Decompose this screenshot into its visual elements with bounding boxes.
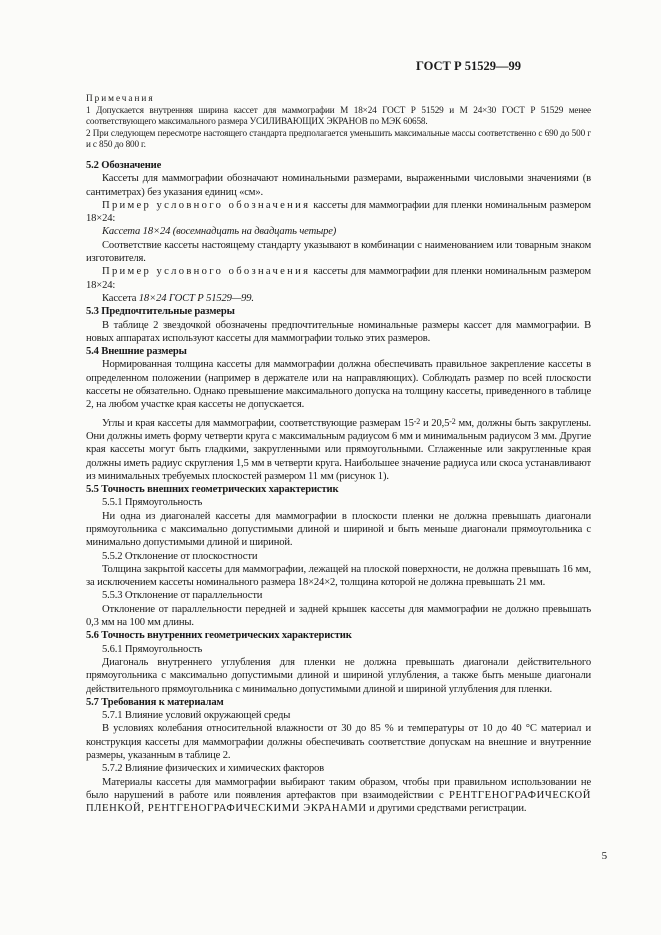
section-5-4-paragraph-2	[86, 415, 591, 483]
example-2-text: кассеты для маммографии для пленки номинальным размером 18×24:	[86, 266, 591, 291]
section-5-5-1-paragraph: Ни одна из диагоналей кассеты для маммографии в плоскости пленки не должна превышать диагонали прямоугольника с максимально допустимыми длиной и шириной и быть меньше диагонали прямоугольника с минимально допустимыми длиной и шириной.	[86, 510, 591, 549]
note-2: 2 При следующем пересмотре настоящего стандарта предполагается уменьшить максимальные массы соответственно с 690 до 500 г и с 850 до 800 г.	[86, 127, 591, 150]
section-5-2-paragraph-1: Кассеты для маммографии обозначают номинальными размерами, выраженными числовыми значениями (в сантиметрах) без указания единиц «см».	[86, 173, 591, 198]
p2-end: мм, должны быть закруглены. Они должны иметь форму четверти круга с максимальным радиусом 6 мм и минимальным радиусом 3 мм. Другие края кассеты могут быть гладкими, закругленными или прямоугольными. Сглаженные или закругленные края должны иметь радиус скругления 1,5 мм в четверти круга. Наибольшее значение радиуса или скоса устанавливают из минимальных требуемых плоскостей размером 11 мм (рисунок 1).	[86, 417, 591, 482]
section-5-3-heading: 5.3 Предпочтительные размеры	[86, 306, 235, 318]
section-5-5-heading: 5.5 Точность внешних геометрических характеристик	[86, 484, 339, 496]
section-5-7-1-heading: 5.7.1 Влияние условий окружающей среды	[102, 710, 291, 722]
p2-and: и	[420, 417, 432, 429]
section-5-5-2-heading: 5.5.2 Отклонение от плоскостности	[102, 550, 258, 562]
section-5-5-1-heading: 5.5.1 Прямоугольность	[102, 497, 203, 509]
p2-start: Углы и края кассеты для маммографии, соответствующие размерам	[102, 417, 404, 429]
example-1	[86, 199, 591, 226]
section-5-6-1-heading: 5.6.1 Прямоугольность	[102, 643, 203, 655]
dimension-2-tolerance: -2	[449, 416, 456, 426]
notes-block	[86, 93, 591, 151]
standard-header: ГОСТ Р 51529—99	[415, 59, 521, 73]
dimension-1-tolerance: -2	[413, 416, 421, 426]
section-5-7-heading: 5.7 Требования к материалам	[86, 696, 224, 708]
p-materials-caps: РЕНТГЕНОГРАФИЧЕСКОЙ ПЛЕНКОЙ, РЕНТГЕНОГРАФИЧЕСКИМИ ЭКРАНАМИ	[86, 789, 591, 815]
example-2-designation: 18×24 ГОСТ Р 51529—99.	[138, 292, 254, 304]
section-5-2-paragraph-2: Соответствие кассеты настоящему стандарту указывают в комбинации с наименованием или товарным знаком изготовителя.	[86, 239, 591, 265]
p-materials-start: Материалы кассеты для маммографии выбирают таким образом, чтобы при правильном использовании не было нарушений в работе или появления артефактов при взаимодействии с	[86, 776, 591, 801]
example-1-value: Кассета 18×24 (восемнадцать на двадцать четыре)	[102, 226, 337, 238]
p-materials-end: и другими средствами регистрации.	[366, 803, 527, 815]
section-5-7-1-paragraph: В условиях колебания относительной влажности от 30 до 85 % и температуры от 10 до 40 °С материал и конструкция кассеты для маммографии должны обеспечивать соответствие допускам на внешние и внутренние размеры, указанным в таблице 2.	[86, 723, 591, 762]
dimension-2: 20,5	[431, 417, 450, 429]
section-5-6-1-paragraph: Диагональ внутреннего углубления для пленки не должна превышать диагонали действительного прямоугольника с максимально допустимыми длиной и шириной углубления, а также быть меньше диагонали действительного прямоугольника с минимально допустимыми длиной и шириной углубления для пленки.	[86, 656, 591, 695]
example-1-label: Пример условного обозначения	[102, 199, 311, 211]
example-2-value	[86, 292, 591, 305]
section-5-6-heading: 5.6 Точность внутренних геометрических характеристик	[86, 630, 352, 642]
section-5-4-paragraph-1: Нормированная толщина кассеты для маммографии должна обеспечивать правильное закрепление кассеты в определенном положении (например в держателе или на направляющих). Соблюдать размер по всей плоскости кассеты не обязательно. Однако превышение максимального допуска на толщину кассеты, приведенного в таблице 2, на любом участке края кассеты не допускается.	[86, 359, 591, 411]
section-5-2-heading: 5.2 Обозначение	[86, 159, 162, 171]
notes-title: Примечания	[86, 93, 155, 103]
page-number: 5	[601, 850, 607, 862]
example-2-prefix: Кассета	[102, 292, 139, 304]
document-page	[86, 0, 607, 935]
section-5-7-2-paragraph	[86, 776, 591, 816]
document-body	[86, 93, 591, 816]
section-5-4-heading: 5.4 Внешние размеры	[86, 346, 187, 358]
example-1-text: кассеты для маммографии для пленки номинальным размером 18×24:	[86, 199, 591, 225]
section-5-3-paragraph-1: В таблице 2 звездочкой обозначены предпочтительные номинальные размеры кассет для маммографии. В новых аппаратах используют кассеты для маммографии только этих размеров.	[86, 319, 591, 344]
note-1: 1 Допускается внутренняя ширина кассет для маммографии М 18×24 ГОСТ Р 51529 и М 24×30 ГОСТ Р 51529 менее соответствующего максимального размера УСИЛИВАЮЩИХ ЭКРАНОВ по МЭК 60658.	[86, 104, 591, 127]
section-5-5-2-paragraph: Толщина закрытой кассеты для маммографии, лежащей на плоской поверхности, не должна превышать 16 мм, за исключением кассеты номинального размера 18×24×2, толщина которой не должна превышать 21 мм.	[86, 563, 591, 589]
example-2	[86, 265, 591, 292]
section-5-5-3-heading: 5.5.3 Отклонение от параллельности	[102, 590, 263, 602]
dimension-1: 15	[403, 417, 414, 429]
section-5-5-3-paragraph: Отклонение от параллельности передней и задней крышек кассеты для маммографии не должно превышать 0,3 мм на 100 мм длины.	[86, 603, 591, 629]
section-5-7-2-heading: 5.7.2 Влияние физических и химических факторов	[102, 763, 325, 775]
example-2-label: Пример условного обозначения	[102, 266, 311, 278]
